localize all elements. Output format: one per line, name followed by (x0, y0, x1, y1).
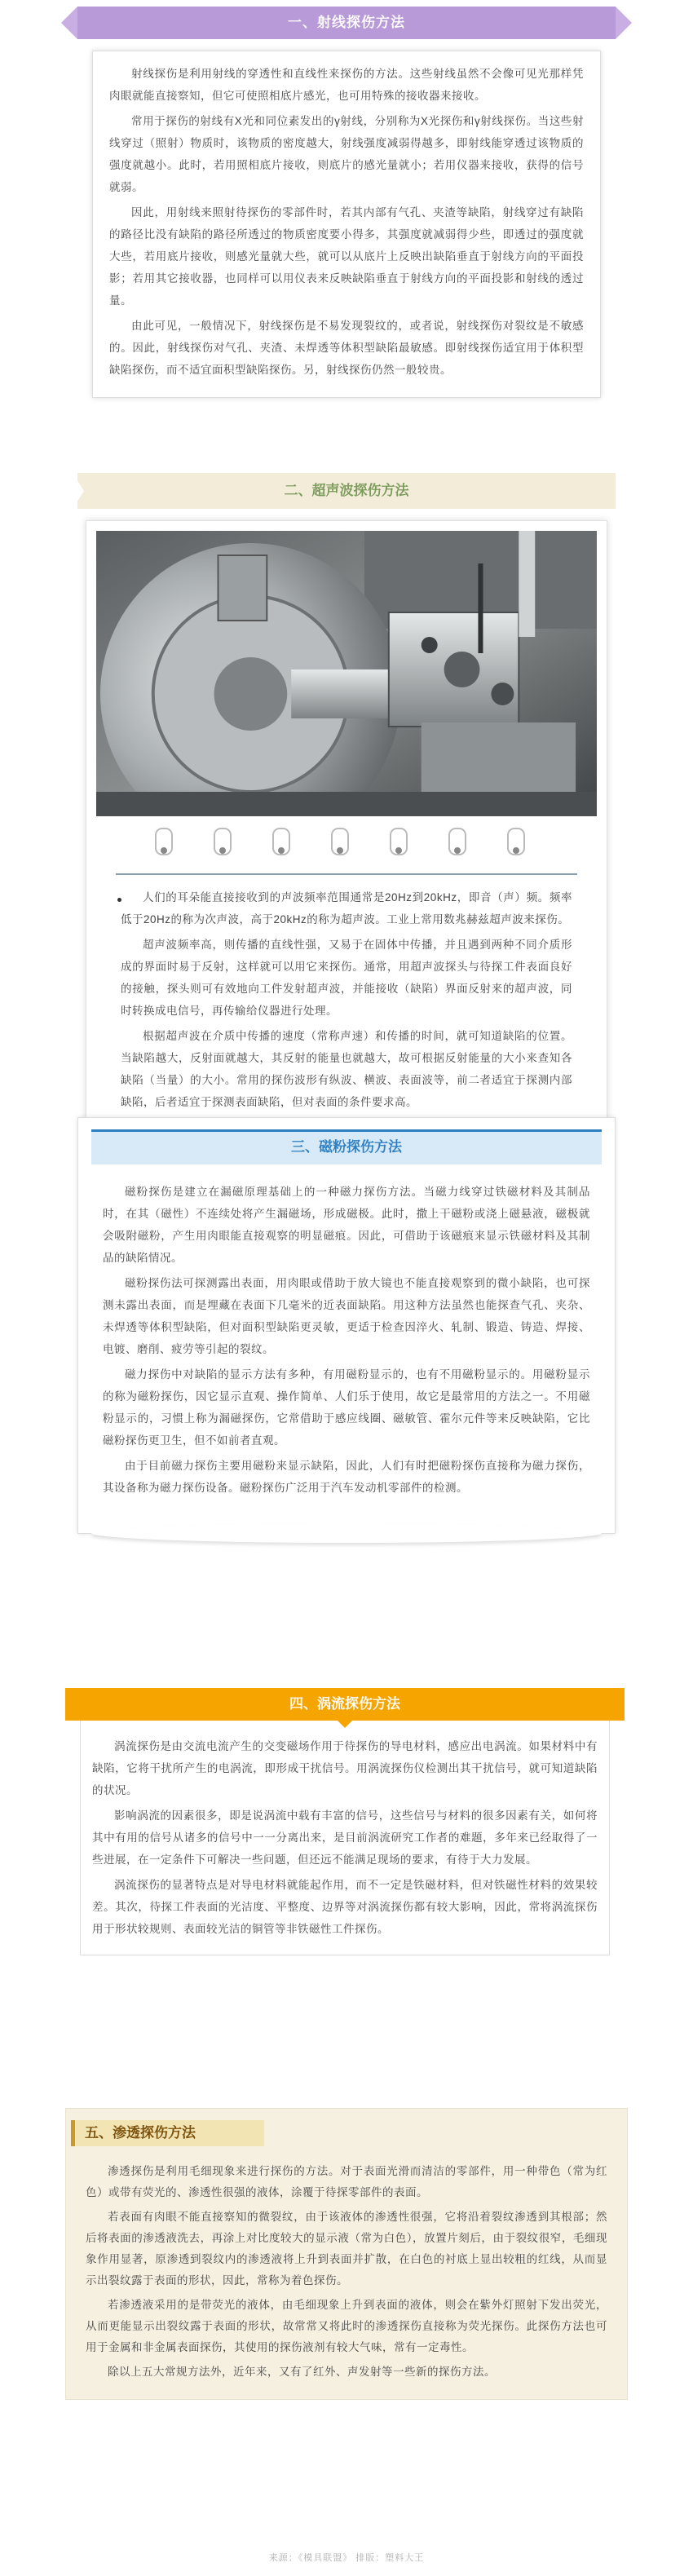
section-penetrant (65, 2108, 628, 2400)
paragraph: 渗透探伤是利用毛细现象来进行探伤的方法。对于表面光滑而清洁的零部件，用一种带色（常为红色）或带有荧光的、渗透性很强的液体，涂覆于待探零部件的表面。 (86, 2165, 607, 2198)
section-text-box (92, 51, 601, 398)
paragraph: 磁力探伤中对缺陷的显示方法有多种，有用磁粉显示的，也有不用磁粉显示的。用磁粉显示的称为磁粉探伤，因它显示直观、操作简单、人们乐于使用，故它是最常用的方法之一。不用磁粉显示的，习惯上称为漏磁探伤，它常借助于感应线圈、磁敏管、霍尔元件等来反映缺陷，它比磁粉探伤更卫生，但不如前者直观。 (103, 1368, 590, 1447)
paragraph: 因此，用射线来照射待探伤的零部件时，若其内部有气孔、夹渣等缺陷，射线穿过有缺陷的路径比没有缺陷的路径所透过的物质密度要小得多，其强度就减弱得少些，即透过的强度就大些，若用底片接收，则感光量就大些，就可以从底片上反映出缺陷垂直于射线方向的平面投影；若用其它接收器，也同样可以用仪表来反映缺陷垂直于射线方向的平面投影和射线的透过量。 (109, 206, 584, 307)
section-title: 二、超声波探伤方法 (77, 473, 616, 509)
source-credit: 来源：《模具联盟》 排版：塑料大王 (268, 2553, 425, 2563)
section-text-box (96, 875, 597, 1131)
paragraph: 人们的耳朵能直接接收到的声波频率范围通常是20Hz到20kHz，即音（声）频。频率低于20Hz的称为次声波，高于20kHz的称为超声波。工业上常用数兆赫兹超声波来探伤。 (121, 891, 572, 926)
lathe-chuck-photo (96, 531, 597, 816)
paragraph: 涡流探伤是由交流电流产生的交变磁场作用于待探伤的导电材料，感应出电涡流。如果材料中有缺陷，它将干扰所产生的电涡流，即形成干扰信号。用涡流探伤仪检测出其干扰信号，就可知道缺陷的状况。 (92, 1740, 598, 1796)
section-title: 四、涡流探伤方法 (65, 1688, 625, 1721)
paragraph: 由此可见，一般情况下，射线探伤是不易发现裂纹的，或者说，射线探伤对裂纹是不敏感的。因此，射线探伤对气孔、夹渣、未焊透等体积型缺陷最敏感。即射线探伤适宜用于体积型缺陷探伤，而不适宜面积型缺陷探伤。另，射线探伤仍然一般较贵。 (109, 320, 584, 376)
paragraph: 磁粉探伤是建立在漏磁原理基础上的一种磁力探伤方法。当磁力线穿过铁磁材料及其制品时，在其（磁性）不连续处将产生漏磁场，形成磁极。此时，撒上干磁粉或浇上磁悬液，磁极就会吸附磁粉，产生用肉眼能直接观察的明显磁痕。因此，可借助于该磁痕来显示铁磁材料及其制品的缺陷情况。 (103, 1186, 590, 1264)
paragraph: 常用于探伤的射线有X光和同位素发出的γ射线，分别称为X光探伤和γ射线探伤。当这些射线穿过（照射）物质时，该物质的密度越大，射线强度减弱得越多，即射线能穿透过该物质的强度就越小。此时，若用照相底片接收，则底片的感光量就小；若用仪器来接收，获得的信号就弱。 (109, 115, 584, 193)
paragraph: 若表面有肉眼不能直接察知的微裂纹，由于该液体的渗透性很强，它将沿着裂纹渗透到其根部；然后将表面的渗透液洗去，再涂上对比度较大的显示液（常为白色），放置片刻后，由于裂纹很窄，毛细现象作用显著，原渗透到裂纹内的渗透液将上升到表面并扩散，在白色的衬底上显出较粗的红线，从而显示出裂纹露于表面的形状，因此，常称为着色探伤。 (86, 2211, 607, 2287)
section-magnetic (77, 1117, 616, 1534)
section-eddy-current (65, 1688, 625, 1955)
paragraph: 由于目前磁力探伤主要用磁粉来显示缺陷，因此，人们有时把磁粉探伤直接称为磁力探伤，其设备称为磁力探伤设备。磁粉探伤广泛用于汽车发动机零部件的检测。 (103, 1460, 590, 1494)
paragraph: 磁粉探伤法可探测露出表面，用肉眼或借助于放大镜也不能直接观察到的微小缺陷，也可探测未露出表面，而是埋藏在表面下几毫米的近表面缺陷。用这种方法虽然也能探查气孔、夹杂、未焊透等体积型缺陷，但对面积型缺陷更灵敏，更适于检查因淬火、轧制、锻造、铸造、焊接、电镀、磨削、疲劳等引起的裂纹。 (103, 1277, 590, 1355)
paragraph: 影响涡流的因素很多，即是说涡流中载有丰富的信号，这些信号与材料的很多因素有关，如何将其中有用的信号从诸多的信号中一一分离出来，是目前涡流研究工作者的难题，多年来已经取得了一些进展，在一定条件下可解决一些问题，但还远不能满足现场的要求，有待于大力发展。 (92, 1809, 598, 1866)
curl-shadow (91, 1517, 602, 1533)
section-title: 一、射线探伤方法 (77, 7, 616, 39)
paragraph: 若渗透液采用的是带荧光的液体，由毛细现象上升到表面的液体，则会在紫外灯照射下发出荧光，从而更能显示出裂纹露于表面的形状，故常常又将此时的渗透探伤直接称为荧光探伤。此探伤方法也可用于金属和非金属表面探伤，其使用的探伤液剂有较大气味，常有一定毒性。 (86, 2299, 607, 2353)
section-text-box (77, 1117, 616, 1534)
section-text-box (65, 2108, 628, 2400)
notebook-card (86, 520, 607, 1132)
section-radiographic (77, 0, 616, 398)
paragraph: 超声波频率高，则传播的直线性强，又易于在固体中传播，并且遇到两种不同介质形成的界面时易于反射，这样就可以用它来探伤。通常，用超声波探头与待探工件表面良好的接触，探头则可有效地向工件发射超声波，并能接收（缺陷）界面反射来的超声波，同时转换成电信号，再传输给仪器进行处理。 (121, 939, 572, 1017)
paragraph: 除以上五大常规方法外，近年来，又有了红外、声发射等一些新的探伤方法。 (108, 2366, 496, 2378)
paragraph: 涡流探伤的显著特点是对导电材料就能起作用，而不一定是铁磁材料，但对铁磁性材料的效果较差。其次，待探工件表面的光洁度、平整度、边界等对涡流探伤都有较大影响，因此，常将涡流探伤用于形状较规则、表面较光洁的铜管等非铁磁性工件探伤。 (92, 1879, 598, 1935)
paragraph: 射线探伤是利用射线的穿透性和直线性来探伤的方法。这些射线虽然不会像可见光那样凭肉眼就能直接察知，但它可使照相底片感光，也可用特殊的接收器来接收。 (109, 68, 584, 102)
section-title: 五、渗透探伤方法 (71, 2120, 264, 2146)
section-title: 三、磁粉探伤方法 (91, 1129, 602, 1164)
section-ultrasonic (77, 473, 616, 1132)
paragraph: 根据超声波在介质中传播的速度（常称声速）和传播的时间，就可知道缺陷的位置。当缺陷越大，反射面就越大，其反射的能量也就越大，故可根据反射能量的大小来查知各缺陷（当量）的大小。常用的探伤波形有纵波、横波、表面波等，前二者适宜于探测内部缺陷，后者适宜于探测表面缺陷，但对表面的条件要求高。 (121, 1030, 572, 1108)
bullet-dot (117, 898, 121, 902)
section-text-box (80, 1721, 610, 1955)
spiral-binding (86, 816, 607, 873)
